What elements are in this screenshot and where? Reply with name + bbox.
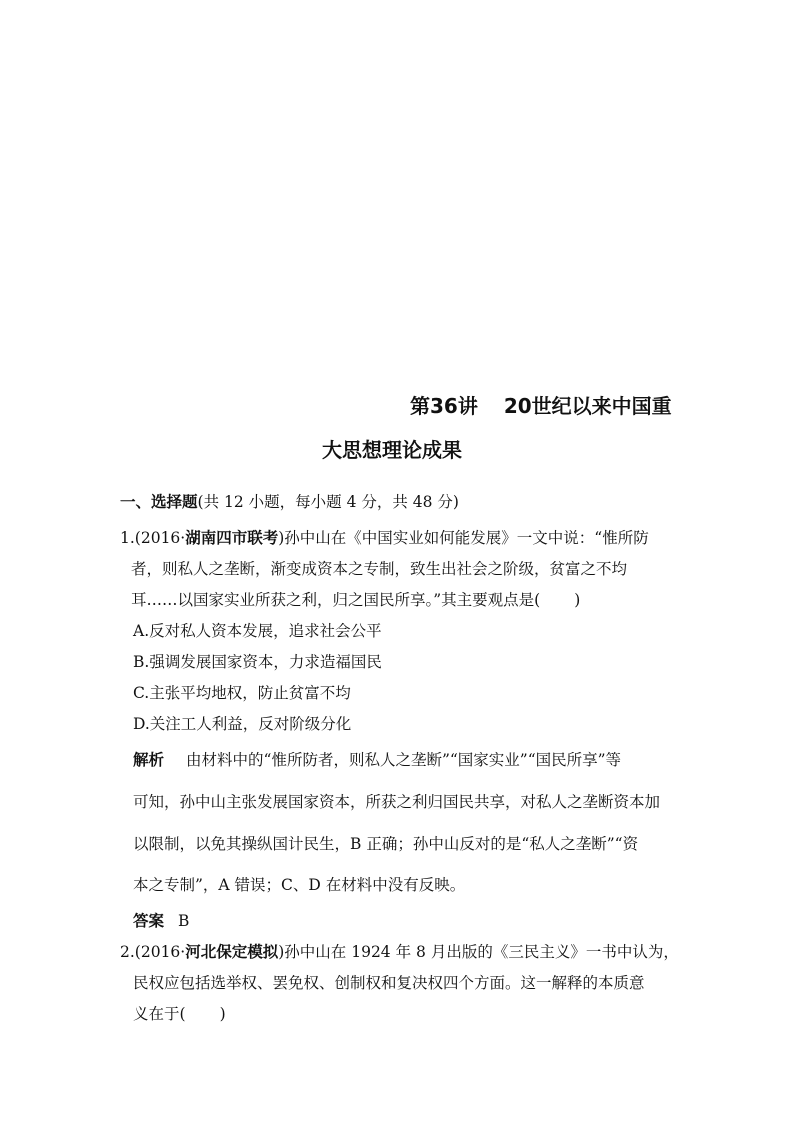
q1-option-a: A.反对私人资本发展，追求社会公平 (133, 622, 382, 640)
q1-number: 1. (120, 529, 135, 547)
q2-paren-close: ) (219, 1005, 226, 1023)
q1-source: 湖南四市联考 (185, 529, 279, 547)
q2-source: 河北保定模拟 (185, 943, 279, 961)
lecture-number: 第36讲 (410, 394, 478, 418)
q1-stem-line2: 者，则私人之垄断，渐变成资本之专制，致生出社会之阶级，贫富之不均 (131, 560, 628, 578)
q1-answer (133, 911, 189, 931)
lecture-title-line2: 大思想理论成果 (322, 438, 462, 462)
q2-stem-line1 (120, 942, 679, 962)
q2-number: 2. (120, 943, 135, 961)
q1-stem-text3: 耳……以国家实业所获之利，归之国民所享。”其主要观点是( (131, 591, 541, 609)
q1-stem-line3 (131, 590, 580, 610)
q1-option-b: B.强调发展国家资本，力求造福国民 (133, 653, 382, 671)
q1-analysis-line3: 以限制，以免其操纵国计民生，B 正确；孙中山反对的是“私人之垄断”“资 (133, 835, 639, 853)
q2-stem-text3: 义在于( (133, 1005, 186, 1023)
section-label: 一、选择题 (120, 493, 198, 511)
q2-source-suffix: ) (278, 943, 285, 961)
q1-answer-value: B (178, 912, 190, 930)
section-header (120, 492, 459, 512)
q1-option-c: C.主张平均地权，防止贫富不均 (133, 684, 351, 702)
lecture-topic-line1: 20世纪以来中国重 (503, 394, 672, 418)
q2-stem-text1: 孙中山在 1924 年 8 月出版的《三民主义》一书中认为， (284, 943, 679, 961)
q1-stem-line1 (120, 528, 649, 548)
q1-source-prefix: (2016· (134, 529, 186, 547)
q1-source-suffix: ) (278, 529, 285, 547)
q1-answer-label: 答案 (133, 912, 165, 930)
q2-stem-line2: 民权应包括选举权、罢免权、创制权和复决权四个方面。这一解释的本质意 (133, 974, 645, 992)
q1-analysis-text1: 由材料中的“惟所防者，则私人之垄断”“国家实业”“国民所享”等 (186, 751, 622, 769)
q1-analysis-line4: 本之专制”，A 错误；C、D 在材料中没有反映。 (133, 876, 466, 894)
q1-option-d: D.关注工人利益，反对阶级分化 (133, 715, 352, 733)
q1-paren-close: ) (574, 591, 581, 609)
q2-stem-line3 (133, 1004, 226, 1024)
lecture-title-line1 (410, 390, 672, 419)
q1-stem-text1: 孙中山在《中国实业如何能发展》一文中说：“惟所防 (284, 529, 649, 547)
section-info: (共 12 小题，每小题 4 分，共 48 分) (197, 493, 459, 511)
q1-analysis-line2: 可知，孙中山主张发展国家资本，所获之利归国民共享，对私人之垄断资本加 (133, 793, 661, 811)
q1-analysis-label: 解析 (133, 751, 165, 769)
q1-analysis-line1 (133, 750, 621, 770)
q2-source-prefix: (2016· (134, 943, 186, 961)
